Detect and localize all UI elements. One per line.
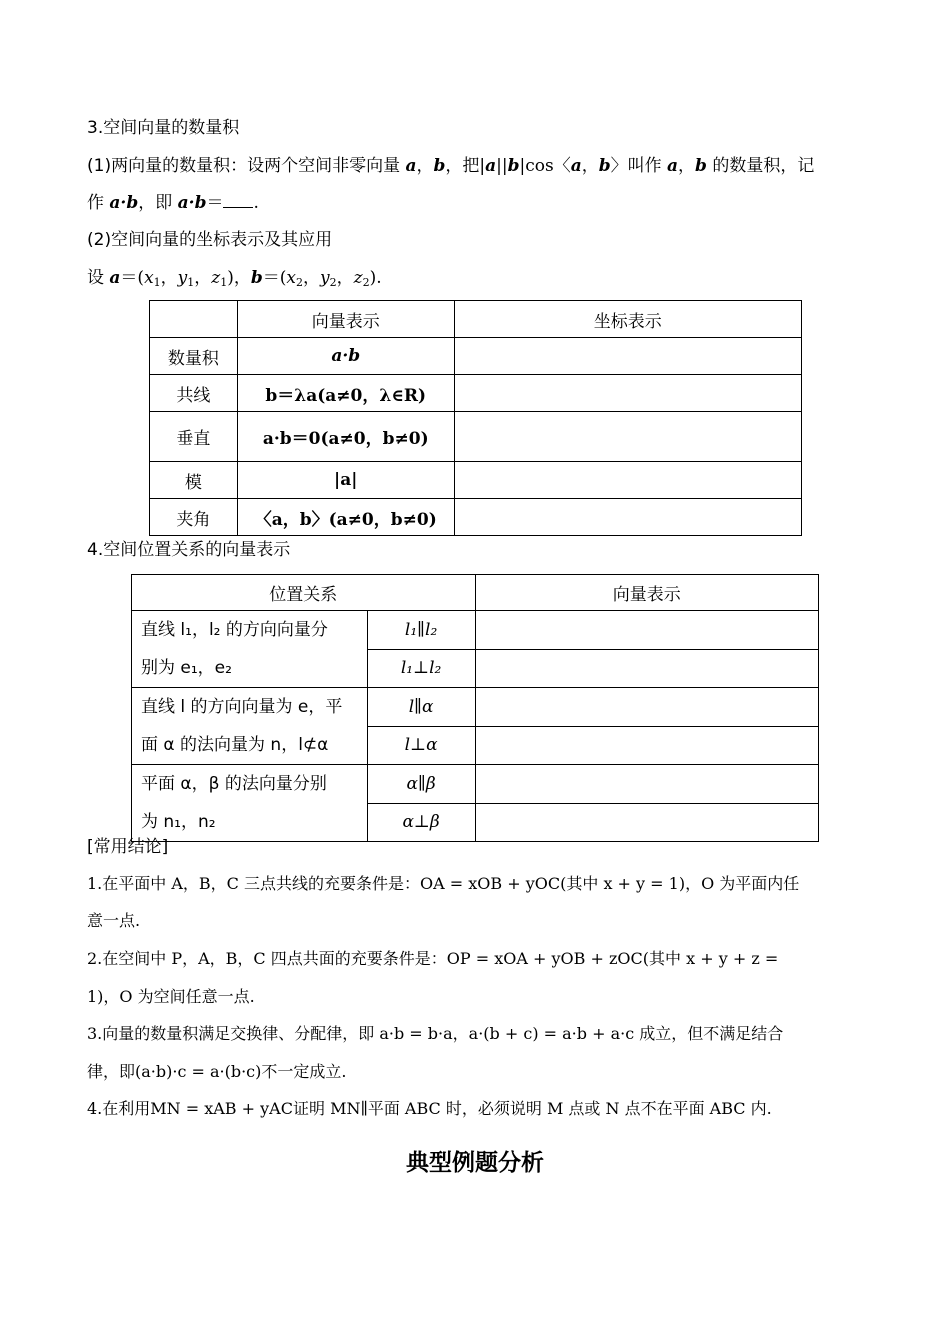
conclusions-heading: [常用结论] [87, 837, 169, 857]
relation-vector-cell[interactable] [475, 803, 818, 842]
row-coordinate-cell[interactable] [454, 412, 801, 462]
relation-description: 平面 α，β 的法向量分别 为 n₁，n₂ [132, 765, 368, 842]
table-row [150, 338, 802, 375]
conclusion-3-line2: 律，即(a·b)·c = a·(b·c)不一定成立. [87, 1062, 347, 1081]
section3-heading: 3.空间向量的数量积 [87, 118, 240, 138]
table-header-row [150, 301, 802, 338]
position-relation-table [131, 574, 819, 842]
row-coordinate-cell[interactable] [454, 375, 801, 412]
row-vector-expression: a·b＝0(a≠0，b≠0) [237, 412, 454, 462]
table-header-cell: 坐标表示 [454, 301, 801, 338]
row-vector-expression: |a| [237, 462, 454, 499]
row-vector-expression: 〈a，b〉(a≠0，b≠0) [237, 499, 454, 536]
table-row [132, 611, 819, 650]
row-label: 垂直 [150, 412, 238, 462]
row-coordinate-cell[interactable] [454, 462, 801, 499]
table-row [132, 688, 819, 727]
row-label: 夹角 [150, 499, 238, 536]
conclusion-1-line2: 意一点. [87, 911, 141, 930]
relation-description: 直线 l₁，l₂ 的方向向量分 别为 e₁，e₂ [132, 611, 368, 688]
relation-vector-cell[interactable] [475, 649, 818, 688]
relation-symbol: l₁⊥l₂ [367, 649, 475, 688]
conclusion-2-line2: 1)，O 为空间任意一点. [87, 987, 255, 1006]
table-header-row [132, 575, 819, 611]
conclusion-1-line1: 1.在平面中 A，B，C 三点共线的充要条件是：OA = xOB + yOC(其中 x + y = 1)，O 为平面内任 [87, 874, 800, 893]
row-label: 共线 [150, 375, 238, 412]
relation-symbol: α∥β [367, 765, 475, 804]
answer-blank[interactable] [223, 191, 253, 208]
table-header-cell [150, 301, 238, 338]
row-label: 数量积 [150, 338, 238, 375]
vector-coordinates-line: 设 $a=(x_1$，$y_1$，$z_1$)，$b=(x_2$，$y_2$，$z_2$). [87, 268, 382, 289]
relation-symbol: l⊥α [367, 726, 475, 765]
relation-description: 直线 l 的方向向量为 e，平 面 α 的法向量为 n，l⊄α [132, 688, 368, 765]
table-row [150, 412, 802, 462]
relation-symbol: α⊥β [367, 803, 475, 842]
relation-vector-cell[interactable] [475, 765, 818, 804]
table-row [150, 499, 802, 536]
section4-heading: 4.空间位置关系的向量表示 [87, 540, 291, 560]
row-vector-expression: b＝λa(a≠0，λ∈R) [237, 375, 454, 412]
coordinate-subheading: (2)空间向量的坐标表示及其应用 [87, 230, 333, 250]
relation-vector-cell[interactable] [475, 688, 818, 727]
row-vector-expression: a·b [237, 338, 454, 375]
table-header-cell: 位置关系 [132, 575, 476, 611]
table-header-cell: 向量表示 [475, 575, 818, 611]
relation-symbol: l₁∥l₂ [367, 611, 475, 650]
row-label: 模 [150, 462, 238, 499]
row-coordinate-cell[interactable] [454, 499, 801, 536]
dot-product-definition-line2: 作 a·b，即 a·b＝ . [87, 193, 259, 213]
table-header-cell: 向量表示 [237, 301, 454, 338]
coordinate-table [149, 300, 802, 536]
relation-symbol: l∥α [367, 688, 475, 727]
conclusion-4-line1: 4.在利用MN = xAB + yAC证明 MN∥平面 ABC 时，必须说明 M 点或 N 点不在平面 ABC 内. [87, 1099, 772, 1118]
table-row [150, 462, 802, 499]
relation-vector-cell[interactable] [475, 611, 818, 650]
table-row [132, 765, 819, 804]
table-row [150, 375, 802, 412]
row-coordinate-cell[interactable] [454, 338, 801, 375]
conclusion-3-line1: 3.向量的数量积满足交换律、分配律，即 a·b = b·a，a·(b + c) = a·b + a·c 成立，但不满足结合 [87, 1024, 784, 1043]
dot-product-definition-line1: (1)两向量的数量积：设两个空间非零向量 a，b，把|a||b|cos〈a，b〉叫作 a，b 的数量积，记 [87, 156, 815, 176]
conclusion-2-line1: 2.在空间中 P，A，B，C 四点共面的充要条件是：OP = xOA + yOB + zOC(其中 x + y + z = [87, 949, 779, 968]
relation-vector-cell[interactable] [475, 726, 818, 765]
section-title: 典型例题分析 [406, 1150, 544, 1176]
